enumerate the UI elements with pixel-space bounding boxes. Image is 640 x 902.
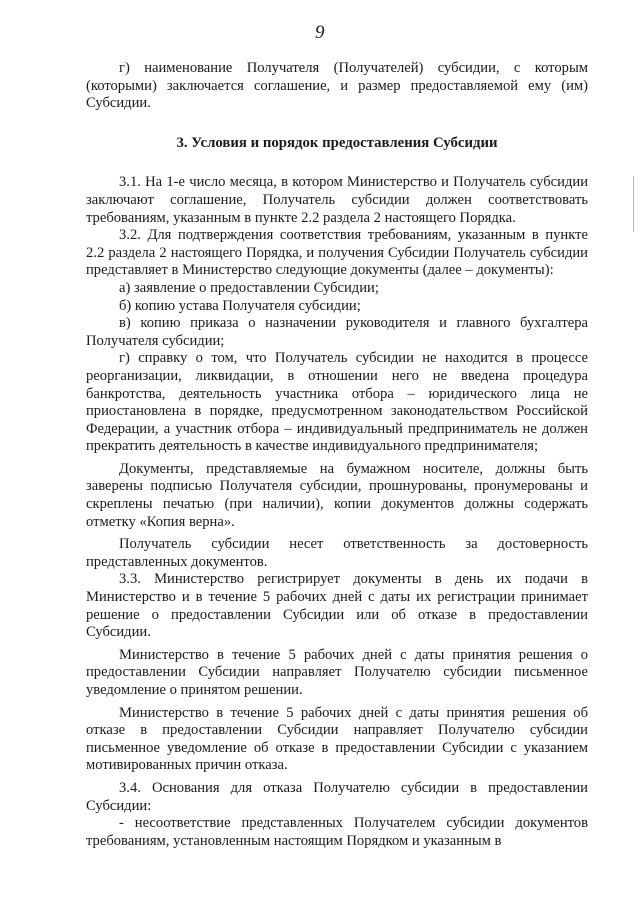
notification-refusal-paragraph: Министерство в течение 5 рабочих дней с даты принятия решения об отказе в предоставлении Субсидии направляет Получателю субсидии письменное уведомление об отказе в предоставлении Субсидии с указанием мотивированных причин отказа. — [86, 704, 588, 774]
paragraph-3-4: 3.4. Основания для отказа Получателю субсидии в предоставлении Субсидии: — [86, 779, 588, 814]
refusal-reason-item: - несоответствие представленных Получателем субсидии документов требованиям, установленным настоящим Порядком и указанным в — [86, 815, 588, 849]
intro-paragraph: г) наименование Получателя (Получателей) субсидии, с которым (которыми) заключается соглашение, и размер предоставляемой ему (им) Субсидии. — [86, 60, 588, 112]
section-heading: 3. Условия и порядок предоставления Субсидии — [176, 134, 498, 151]
page-number: 9 — [315, 22, 325, 43]
paragraph-3-1: 3.1. На 1-е число месяца, в котором Министерство и Получатель субсидии заключают соглашение, Получатель субсидии должен соответствовать требованиям, указанным в пункте 2.2 раздела 2 настоящего Порядка. — [86, 174, 588, 226]
responsibility-paragraph: Получатель субсидии несет ответственность за достоверность представленных документов. — [86, 536, 588, 570]
paragraph-3-3: 3.3. Министерство регистрирует документы в день их подачи в Министерство и в течение 5 рабочих дней с даты их регистрации принимает решение о предоставлении Субсидии или об отказе в предоставлении Субсидии. — [86, 571, 588, 641]
documents-requirements-paragraph: Документы, представляемые на бумажном носителе, должны быть заверены подписью Получателя субсидии, прошнурованы, пронумерованы и скреплены печатью (при наличии), копии документов должны содержать отметку «Копия верна». — [86, 460, 588, 530]
scan-edge-mark — [633, 176, 634, 232]
document-body — [86, 60, 588, 850]
list-item-a: а) заявление о предоставлении Субсидии; — [119, 279, 379, 296]
list-item-v: в) копию приказа о назначении руководителя и главного бухгалтера Получателя субсидии; — [86, 315, 588, 349]
notification-approval-paragraph: Министерство в течение 5 рабочих дней с даты принятия решения о предоставлении Субсидии направляет Получателю субсидии письменное уведомление о принятом решении. — [86, 646, 588, 698]
list-item-g: г) справку о том, что Получатель субсидии не находится в процессе реорганизации, ликвидации, в отношении него не введена процедура банкротства, деятельность участника отбора – юридического лица не приостановлена в порядке, предусмотренном законодательством Российской Федерации, а участник отбора – индивидуальный предприниматель не должен прекратить деятельность в качестве индивидуального предпринимателя; — [86, 350, 588, 455]
list-item-b: б) копию устава Получателя субсидии; — [119, 297, 361, 314]
paragraph-3-2: 3.2. Для подтверждения соответствия требованиям, указанным в пункте 2.2 раздела 2 настоящего Порядка, и получения Субсидии Получатель субсидии представляет в Министерство следующие документы (далее – документы): — [86, 227, 588, 279]
